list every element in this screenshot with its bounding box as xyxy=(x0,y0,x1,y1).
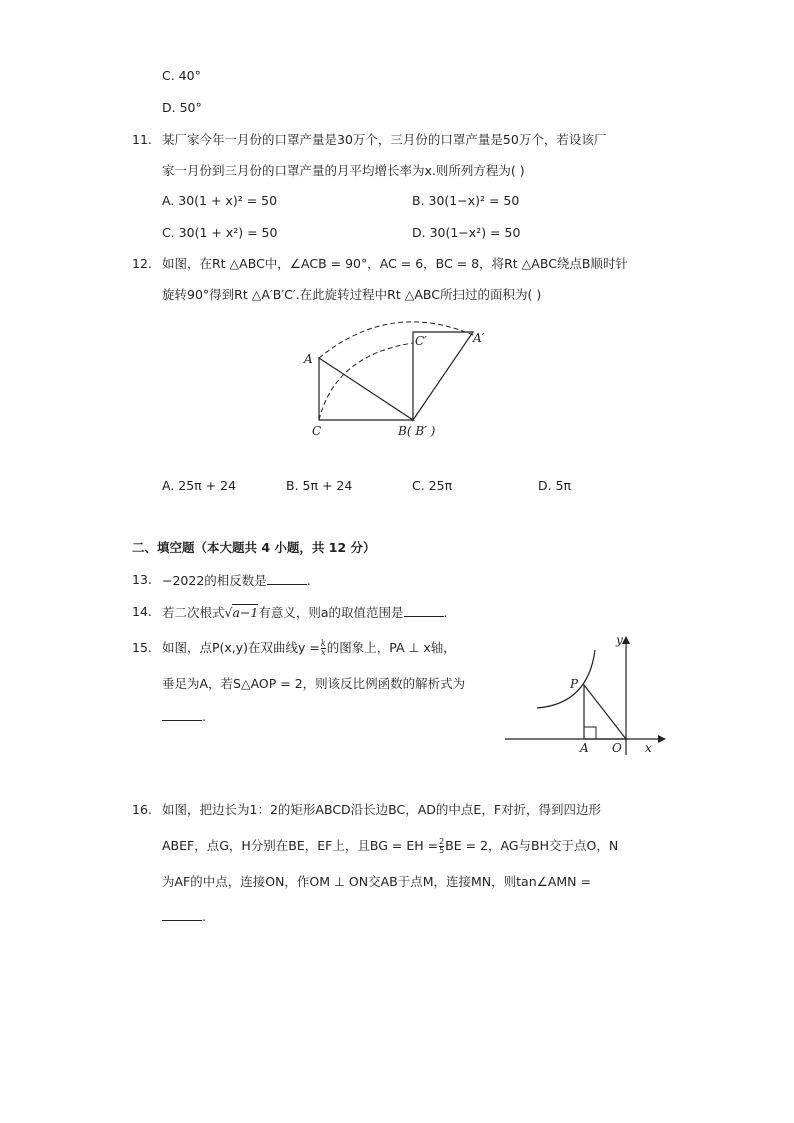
q15-frac-num: k xyxy=(320,639,326,648)
q12-label-c-prime: C′ xyxy=(415,334,427,348)
q12-arc-a xyxy=(319,322,473,358)
q15-fraction xyxy=(321,640,326,657)
q15-answer-line xyxy=(162,708,206,725)
q15-label-a: A xyxy=(580,741,589,755)
q16-frac-num: 2 xyxy=(439,837,445,846)
q15-line1-before: 如图，点P(x,y)在双曲线y = xyxy=(162,640,320,655)
q16-number: 16. xyxy=(132,802,152,817)
q14-radicand: a−1 xyxy=(232,605,259,620)
q14-text-after: 有意义，则a的取值范围是 xyxy=(258,605,404,620)
q12-figure xyxy=(295,315,505,445)
q10-option-c: C. 40° xyxy=(162,68,201,83)
q15-figure xyxy=(500,630,670,760)
q15-label-y: y xyxy=(616,633,623,647)
q14-answer-blank xyxy=(404,604,444,617)
q12-option-d: D. 5π xyxy=(538,478,572,493)
q15-label-x: x xyxy=(645,741,652,755)
q14-number: 14. xyxy=(132,604,152,619)
q13-number: 13. xyxy=(132,572,152,587)
q12-label-a: A xyxy=(304,352,313,366)
section2-title: 二、填空题（本大题共 4 小题，共 12 分） xyxy=(132,540,376,555)
q12-option-b: B. 5π + 24 xyxy=(286,478,353,493)
q11-option-a: A. 30(1 + x)² = 50 xyxy=(162,193,278,208)
q16-stem-line1: 如图，把边长为1：2的矩形ABCD沿长边BC，AD的中点E，F对折，得到四边形 xyxy=(162,802,602,817)
q11-stem-line2: 家一月份到三月份的口罩产量的月平均增长率为x.则所列方程为( ) xyxy=(162,163,525,178)
q15-frac-den: x xyxy=(321,648,326,657)
q12-number: 12. xyxy=(132,256,152,271)
q16-answer-line xyxy=(162,908,206,925)
q16-stem-line2 xyxy=(162,838,618,855)
q13-answer-blank xyxy=(267,572,307,585)
q16-frac-den: 5 xyxy=(439,846,445,855)
q12-label-a-prime: A′ xyxy=(473,331,485,345)
q14-radical-sign: √ xyxy=(224,605,233,620)
q15-right-angle-mark xyxy=(584,727,596,739)
q15-triangle-aop xyxy=(584,685,626,739)
q11-option-d: D. 30(1−x²) = 50 xyxy=(412,225,521,240)
q16-line2-before: ABEF，点G，H分别在BE，EF上，且BG = EH = xyxy=(162,838,439,853)
q12-triangle-abc xyxy=(319,358,413,420)
q13-stem xyxy=(162,572,311,589)
q11-option-b: B. 30(1−x)² = 50 xyxy=(412,193,520,208)
q12-option-c: C. 25π xyxy=(412,478,453,493)
q12-label-b: B( B′ ) xyxy=(398,424,436,438)
q13-end: . xyxy=(306,573,311,588)
q15-stem-line2: 垂足为A，若S△AOP = 2，则该反比例函数的解析式为 xyxy=(162,676,466,691)
q13-text: −2022的相反数是 xyxy=(162,573,267,588)
q16-line2-after: BE = 2，AG与BH交于点O，N xyxy=(445,838,619,853)
q15-number: 15. xyxy=(132,640,152,655)
q11-number: 11. xyxy=(132,132,152,147)
q12-label-c: C xyxy=(312,424,322,438)
q12-stem-line2: 旋转90°得到Rt △A′B′C′.在此旋转过程中Rt △ABC所扫过的面积为( ) xyxy=(162,287,542,302)
q16-answer-blank xyxy=(162,908,202,921)
q15-label-p: P xyxy=(570,677,579,691)
q16-end: . xyxy=(202,909,206,924)
q15-y-arrow xyxy=(622,636,630,644)
q11-option-c: C. 30(1 + x²) = 50 xyxy=(162,225,278,240)
q16-fraction xyxy=(439,838,444,855)
q15-end: . xyxy=(202,709,206,724)
q14-text-before: 若二次根式 xyxy=(162,605,225,620)
q11-stem-line1: 某厂家今年一月份的口罩产量是30万个，三月份的口罩产量是50万个，若设该厂 xyxy=(162,132,607,147)
q15-x-arrow xyxy=(658,735,666,743)
q16-stem-line3: 为AF的中点，连接ON，作OM ⊥ ON交AB于点M，连接MN，则tan∠AMN = xyxy=(162,874,591,889)
q15-label-o: O xyxy=(612,741,622,755)
q15-stem-line1 xyxy=(162,640,456,657)
q15-line1-after: 的图象上，PA ⊥ x轴， xyxy=(326,640,456,655)
q12-arc-c xyxy=(319,343,413,420)
q14-stem xyxy=(162,604,448,621)
q15-answer-blank xyxy=(162,708,202,721)
q14-end: . xyxy=(443,605,448,620)
q15-hyperbola xyxy=(537,650,595,708)
q12-stem-line1: 如图，在Rt △ABC中，∠ACB = 90°，AC = 6，BC = 8，将Rt △ABC绕点B顺时针 xyxy=(162,256,628,271)
q12-option-a: A. 25π + 24 xyxy=(162,478,237,493)
q10-option-d: D. 50° xyxy=(162,100,202,115)
